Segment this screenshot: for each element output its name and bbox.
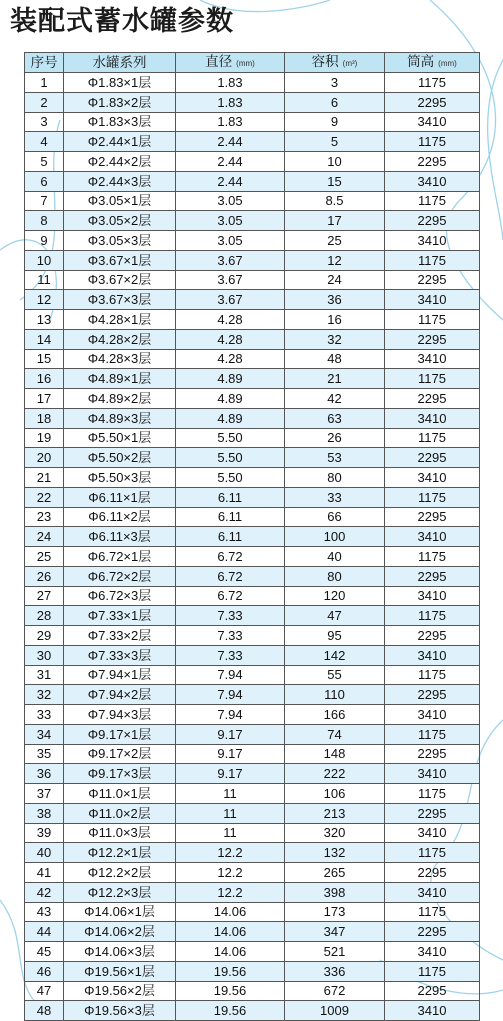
cell-height: 2295 (385, 270, 480, 290)
table-row (25, 922, 480, 942)
table-row (25, 428, 480, 448)
cell-volume: 36 (285, 290, 385, 310)
cell-volume: 5 (285, 132, 385, 152)
cell-diameter: 14.06 (176, 902, 285, 922)
table-row (25, 408, 480, 428)
cell-volume: 132 (285, 843, 385, 863)
table-row (25, 803, 480, 823)
cell-volume: 32 (285, 329, 385, 349)
cell-height: 3410 (385, 408, 480, 428)
cell-series: Φ11.0×3层 (64, 823, 176, 843)
cell-diameter: 1.83 (176, 73, 285, 93)
cell-height: 1175 (385, 547, 480, 567)
cell-diameter: 2.44 (176, 132, 285, 152)
cell-index: 46 (25, 961, 64, 981)
cell-volume: 16 (285, 310, 385, 330)
table-row (25, 389, 480, 409)
cell-index: 17 (25, 389, 64, 409)
table-row (25, 349, 480, 369)
table-row (25, 764, 480, 784)
cell-height: 2295 (385, 92, 480, 112)
cell-volume: 1009 (285, 1001, 385, 1021)
cell-height: 3410 (385, 349, 480, 369)
table-row (25, 981, 480, 1001)
table-row (25, 329, 480, 349)
header-diameter: 直径 (mm) (176, 53, 285, 73)
cell-diameter: 6.11 (176, 527, 285, 547)
table-header-row (25, 53, 480, 73)
cell-diameter: 9.17 (176, 744, 285, 764)
table-row (25, 586, 480, 606)
table-row (25, 843, 480, 863)
cell-series: Φ4.28×1层 (64, 310, 176, 330)
cell-index: 25 (25, 547, 64, 567)
cell-diameter: 19.56 (176, 961, 285, 981)
cell-volume: 166 (285, 705, 385, 725)
cell-diameter: 12.2 (176, 882, 285, 902)
cell-diameter: 4.28 (176, 349, 285, 369)
cell-volume: 672 (285, 981, 385, 1001)
cell-height: 2295 (385, 566, 480, 586)
table-row (25, 724, 480, 744)
cell-index: 32 (25, 685, 64, 705)
cell-diameter: 14.06 (176, 942, 285, 962)
table-row (25, 270, 480, 290)
cell-volume: 42 (285, 389, 385, 409)
cell-series: Φ2.44×3层 (64, 171, 176, 191)
cell-series: Φ1.83×1层 (64, 73, 176, 93)
cell-diameter: 3.05 (176, 231, 285, 251)
cell-volume: 265 (285, 863, 385, 883)
table-row (25, 744, 480, 764)
cell-volume: 148 (285, 744, 385, 764)
cell-index: 3 (25, 112, 64, 132)
cell-height: 1175 (385, 132, 480, 152)
cell-volume: 21 (285, 369, 385, 389)
cell-series: Φ3.05×2层 (64, 211, 176, 231)
cell-series: Φ4.89×2层 (64, 389, 176, 409)
cell-diameter: 7.33 (176, 626, 285, 646)
cell-series: Φ7.94×1层 (64, 665, 176, 685)
cell-height: 1175 (385, 487, 480, 507)
cell-volume: 347 (285, 922, 385, 942)
cell-volume: 15 (285, 171, 385, 191)
header-index: 序号 (25, 53, 64, 73)
cell-index: 14 (25, 329, 64, 349)
cell-diameter: 11 (176, 823, 285, 843)
cell-series: Φ19.56×1层 (64, 961, 176, 981)
cell-index: 35 (25, 744, 64, 764)
cell-index: 11 (25, 270, 64, 290)
table-row (25, 231, 480, 251)
cell-diameter: 5.50 (176, 448, 285, 468)
cell-series: Φ12.2×3层 (64, 882, 176, 902)
cell-height: 1175 (385, 428, 480, 448)
cell-series: Φ6.72×3层 (64, 586, 176, 606)
cell-volume: 521 (285, 942, 385, 962)
cell-diameter: 2.44 (176, 171, 285, 191)
cell-volume: 110 (285, 685, 385, 705)
cell-series: Φ11.0×2层 (64, 803, 176, 823)
cell-diameter: 2.44 (176, 152, 285, 172)
cell-height: 3410 (385, 586, 480, 606)
cell-height: 2295 (385, 922, 480, 942)
spec-table (24, 52, 480, 1021)
cell-series: Φ19.56×3层 (64, 1001, 176, 1021)
cell-height: 3410 (385, 468, 480, 488)
cell-diameter: 1.83 (176, 92, 285, 112)
cell-index: 5 (25, 152, 64, 172)
cell-index: 30 (25, 645, 64, 665)
cell-index: 33 (25, 705, 64, 725)
table-row (25, 211, 480, 231)
cell-height: 2295 (385, 211, 480, 231)
cell-height: 1175 (385, 724, 480, 744)
cell-index: 18 (25, 408, 64, 428)
cell-volume: 173 (285, 902, 385, 922)
cell-index: 16 (25, 369, 64, 389)
cell-index: 48 (25, 1001, 64, 1021)
table-row (25, 902, 480, 922)
cell-height: 3410 (385, 1001, 480, 1021)
cell-diameter: 4.28 (176, 310, 285, 330)
table-row (25, 823, 480, 843)
table-row (25, 191, 480, 211)
cell-height: 1175 (385, 902, 480, 922)
cell-height: 3410 (385, 705, 480, 725)
cell-series: Φ12.2×2层 (64, 863, 176, 883)
cell-index: 28 (25, 606, 64, 626)
cell-volume: 66 (285, 507, 385, 527)
cell-volume: 25 (285, 231, 385, 251)
table-row (25, 112, 480, 132)
table-row (25, 310, 480, 330)
table-row (25, 448, 480, 468)
cell-series: Φ5.50×2层 (64, 448, 176, 468)
cell-series: Φ19.56×2层 (64, 981, 176, 1001)
table-row (25, 507, 480, 527)
cell-diameter: 14.06 (176, 922, 285, 942)
cell-series: Φ11.0×1层 (64, 784, 176, 804)
cell-height: 1175 (385, 843, 480, 863)
table-row (25, 784, 480, 804)
cell-series: Φ3.67×3层 (64, 290, 176, 310)
cell-volume: 398 (285, 882, 385, 902)
cell-diameter: 6.72 (176, 547, 285, 567)
cell-height: 3410 (385, 290, 480, 310)
cell-height: 2295 (385, 152, 480, 172)
table-row (25, 882, 480, 902)
cell-height: 1175 (385, 606, 480, 626)
table-row (25, 171, 480, 191)
cell-volume: 40 (285, 547, 385, 567)
cell-diameter: 7.94 (176, 705, 285, 725)
cell-index: 6 (25, 171, 64, 191)
cell-index: 26 (25, 566, 64, 586)
cell-height: 3410 (385, 645, 480, 665)
cell-volume: 26 (285, 428, 385, 448)
cell-height: 2295 (385, 389, 480, 409)
cell-height: 3410 (385, 231, 480, 251)
cell-series: Φ3.05×3层 (64, 231, 176, 251)
cell-series: Φ4.89×1层 (64, 369, 176, 389)
cell-height: 1175 (385, 784, 480, 804)
cell-height: 1175 (385, 191, 480, 211)
cell-series: Φ7.94×3层 (64, 705, 176, 725)
cell-height: 2295 (385, 329, 480, 349)
cell-diameter: 4.89 (176, 369, 285, 389)
cell-series: Φ6.72×2层 (64, 566, 176, 586)
cell-index: 27 (25, 586, 64, 606)
cell-index: 4 (25, 132, 64, 152)
table-row (25, 132, 480, 152)
cell-diameter: 6.72 (176, 566, 285, 586)
cell-volume: 213 (285, 803, 385, 823)
cell-diameter: 3.67 (176, 270, 285, 290)
cell-diameter: 6.11 (176, 487, 285, 507)
cell-volume: 6 (285, 92, 385, 112)
cell-series: Φ4.28×2层 (64, 329, 176, 349)
cell-diameter: 12.2 (176, 843, 285, 863)
cell-series: Φ7.33×3层 (64, 645, 176, 665)
cell-diameter: 4.89 (176, 389, 285, 409)
cell-diameter: 4.89 (176, 408, 285, 428)
cell-height: 1175 (385, 961, 480, 981)
cell-series: Φ1.83×3层 (64, 112, 176, 132)
cell-height: 3410 (385, 942, 480, 962)
table-row (25, 290, 480, 310)
cell-series: Φ3.05×1层 (64, 191, 176, 211)
cell-index: 42 (25, 882, 64, 902)
cell-series: Φ1.83×2层 (64, 92, 176, 112)
header-height: 筒高 (mm) (385, 53, 480, 73)
cell-diameter: 7.33 (176, 645, 285, 665)
cell-diameter: 6.72 (176, 586, 285, 606)
cell-height: 3410 (385, 112, 480, 132)
cell-series: Φ6.11×1层 (64, 487, 176, 507)
cell-volume: 222 (285, 764, 385, 784)
cell-volume: 47 (285, 606, 385, 626)
cell-series: Φ2.44×2层 (64, 152, 176, 172)
cell-index: 20 (25, 448, 64, 468)
cell-volume: 74 (285, 724, 385, 744)
cell-series: Φ7.33×1层 (64, 606, 176, 626)
cell-diameter: 19.56 (176, 981, 285, 1001)
cell-index: 8 (25, 211, 64, 231)
cell-diameter: 4.28 (176, 329, 285, 349)
cell-volume: 106 (285, 784, 385, 804)
cell-series: Φ7.33×2层 (64, 626, 176, 646)
cell-series: Φ4.28×3层 (64, 349, 176, 369)
cell-diameter: 7.33 (176, 606, 285, 626)
cell-series: Φ2.44×1层 (64, 132, 176, 152)
table-row (25, 566, 480, 586)
cell-series: Φ6.11×3层 (64, 527, 176, 547)
cell-diameter: 9.17 (176, 724, 285, 744)
cell-index: 43 (25, 902, 64, 922)
cell-diameter: 3.67 (176, 290, 285, 310)
table-row (25, 250, 480, 270)
cell-height: 1175 (385, 250, 480, 270)
table-row (25, 863, 480, 883)
cell-height: 2295 (385, 448, 480, 468)
cell-diameter: 11 (176, 784, 285, 804)
cell-series: Φ9.17×2层 (64, 744, 176, 764)
cell-series: Φ6.11×2层 (64, 507, 176, 527)
cell-index: 29 (25, 626, 64, 646)
cell-index: 41 (25, 863, 64, 883)
cell-diameter: 19.56 (176, 1001, 285, 1021)
cell-series: Φ4.89×3层 (64, 408, 176, 428)
cell-series: Φ5.50×3层 (64, 468, 176, 488)
table-row (25, 942, 480, 962)
cell-volume: 80 (285, 468, 385, 488)
cell-height: 3410 (385, 171, 480, 191)
cell-volume: 142 (285, 645, 385, 665)
cell-volume: 24 (285, 270, 385, 290)
table-row (25, 152, 480, 172)
cell-volume: 3 (285, 73, 385, 93)
cell-volume: 48 (285, 349, 385, 369)
cell-diameter: 3.67 (176, 250, 285, 270)
table-row (25, 685, 480, 705)
cell-index: 40 (25, 843, 64, 863)
cell-volume: 10 (285, 152, 385, 172)
cell-diameter: 12.2 (176, 863, 285, 883)
table-row (25, 626, 480, 646)
table-row (25, 73, 480, 93)
cell-series: Φ14.06×3层 (64, 942, 176, 962)
cell-index: 22 (25, 487, 64, 507)
cell-height: 1175 (385, 310, 480, 330)
cell-volume: 12 (285, 250, 385, 270)
cell-volume: 95 (285, 626, 385, 646)
cell-index: 7 (25, 191, 64, 211)
cell-diameter: 1.83 (176, 112, 285, 132)
cell-index: 47 (25, 981, 64, 1001)
cell-volume: 320 (285, 823, 385, 843)
cell-series: Φ14.06×2层 (64, 922, 176, 942)
cell-volume: 33 (285, 487, 385, 507)
cell-height: 1175 (385, 73, 480, 93)
cell-series: Φ9.17×1层 (64, 724, 176, 744)
cell-diameter: 5.50 (176, 428, 285, 448)
cell-index: 37 (25, 784, 64, 804)
cell-height: 3410 (385, 823, 480, 843)
cell-height: 2295 (385, 507, 480, 527)
cell-height: 1175 (385, 369, 480, 389)
cell-index: 21 (25, 468, 64, 488)
cell-diameter: 11 (176, 803, 285, 823)
table-row (25, 705, 480, 725)
cell-diameter: 6.11 (176, 507, 285, 527)
cell-volume: 100 (285, 527, 385, 547)
cell-series: Φ5.50×1层 (64, 428, 176, 448)
cell-index: 38 (25, 803, 64, 823)
cell-index: 2 (25, 92, 64, 112)
cell-volume: 53 (285, 448, 385, 468)
cell-diameter: 9.17 (176, 764, 285, 784)
table-row (25, 487, 480, 507)
cell-series: Φ7.94×2层 (64, 685, 176, 705)
cell-height: 1175 (385, 665, 480, 685)
cell-index: 1 (25, 73, 64, 93)
cell-volume: 336 (285, 961, 385, 981)
table-row (25, 665, 480, 685)
cell-index: 9 (25, 231, 64, 251)
table-row (25, 606, 480, 626)
page-title: 装配式蓄水罐参数 (10, 6, 234, 37)
cell-index: 45 (25, 942, 64, 962)
table-row (25, 961, 480, 981)
cell-height: 2295 (385, 685, 480, 705)
cell-diameter: 3.05 (176, 211, 285, 231)
cell-series: Φ3.67×2层 (64, 270, 176, 290)
cell-index: 31 (25, 665, 64, 685)
cell-index: 44 (25, 922, 64, 942)
cell-series: Φ6.72×1层 (64, 547, 176, 567)
cell-height: 2295 (385, 803, 480, 823)
cell-volume: 120 (285, 586, 385, 606)
cell-diameter: 5.50 (176, 468, 285, 488)
cell-index: 12 (25, 290, 64, 310)
table-row (25, 1001, 480, 1021)
cell-index: 24 (25, 527, 64, 547)
cell-height: 3410 (385, 764, 480, 784)
table-row (25, 645, 480, 665)
cell-height: 3410 (385, 882, 480, 902)
cell-volume: 17 (285, 211, 385, 231)
cell-height: 2295 (385, 626, 480, 646)
table-row (25, 468, 480, 488)
cell-height: 2295 (385, 863, 480, 883)
table-row (25, 92, 480, 112)
cell-index: 15 (25, 349, 64, 369)
cell-series: Φ14.06×1层 (64, 902, 176, 922)
cell-series: Φ3.67×1层 (64, 250, 176, 270)
cell-index: 34 (25, 724, 64, 744)
cell-volume: 55 (285, 665, 385, 685)
cell-volume: 63 (285, 408, 385, 428)
cell-volume: 9 (285, 112, 385, 132)
cell-volume: 80 (285, 566, 385, 586)
table-row (25, 547, 480, 567)
cell-height: 2295 (385, 981, 480, 1001)
cell-diameter: 3.05 (176, 191, 285, 211)
cell-index: 13 (25, 310, 64, 330)
cell-index: 36 (25, 764, 64, 784)
cell-series: Φ9.17×3层 (64, 764, 176, 784)
cell-index: 10 (25, 250, 64, 270)
table-row (25, 527, 480, 547)
cell-index: 19 (25, 428, 64, 448)
cell-height: 2295 (385, 744, 480, 764)
cell-index: 39 (25, 823, 64, 843)
cell-diameter: 7.94 (176, 685, 285, 705)
header-series: 水罐系列 (64, 53, 176, 73)
cell-height: 3410 (385, 527, 480, 547)
table-row (25, 369, 480, 389)
cell-volume: 8.5 (285, 191, 385, 211)
cell-index: 23 (25, 507, 64, 527)
cell-diameter: 7.94 (176, 665, 285, 685)
header-volume: 容积 (m³) (285, 53, 385, 73)
cell-series: Φ12.2×1层 (64, 843, 176, 863)
